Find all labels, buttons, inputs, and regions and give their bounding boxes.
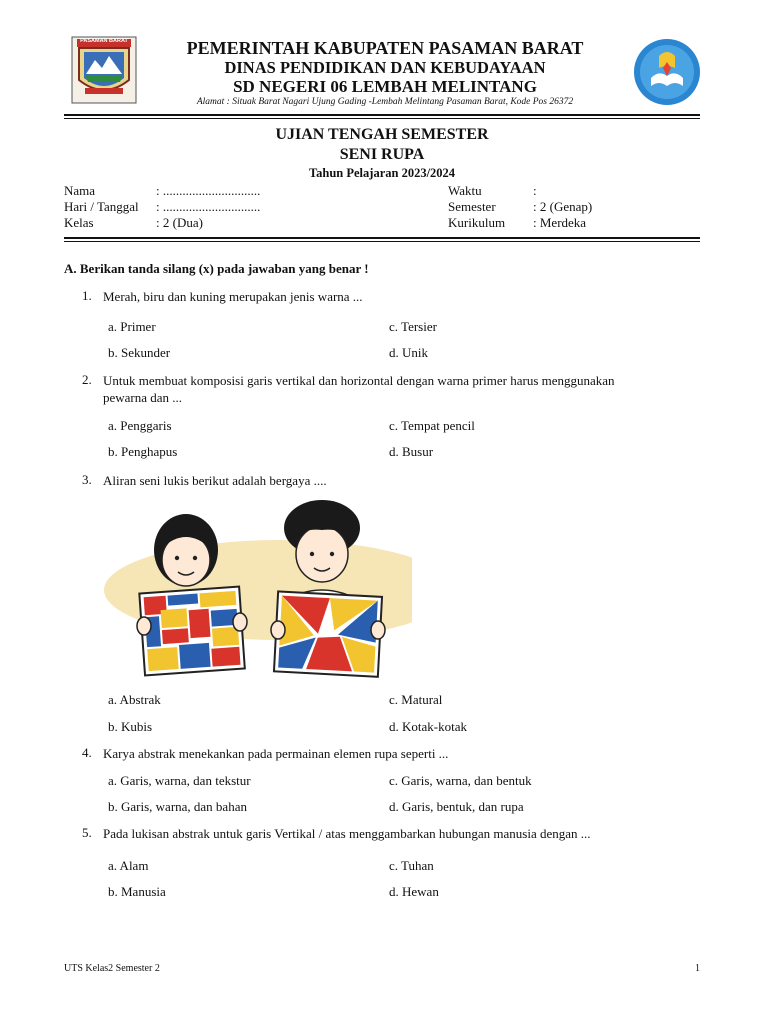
question-5-option-d[interactable]: d. Hewan <box>389 884 439 899</box>
nama-label: Nama <box>64 183 96 198</box>
question-4-option-c[interactable]: c. Garis, warna, dan bentuk <box>389 773 532 788</box>
kurikulum-value: : Merdeka <box>533 215 587 230</box>
waktu-label: Waktu <box>448 183 482 198</box>
kelas-label: Kelas <box>64 215 94 230</box>
kelas-value: : 2 (Dua) <box>156 215 203 230</box>
kop-line-2: DINAS PENDIDIKAN DAN KEBUDAYAAN <box>224 58 546 77</box>
kurikulum-label: Kurikulum <box>448 215 506 230</box>
kop-line-3: SD NEGERI 06 LEMBAH MELINTANG <box>233 77 537 96</box>
question-4-number: 4. <box>82 745 92 760</box>
question-5-text: Pada lukisan abstrak untuk garis Vertikal / atas menggambarkan hubungan manusia dengan ... <box>103 826 591 841</box>
question-2-text: Untuk membuat komposisi garis vertikal dan horizontal dengan warna primer harus menggunakan <box>103 373 615 388</box>
question-3-option-b[interactable]: b. Kubis <box>108 719 153 734</box>
exam-title: UJIAN TENGAH SEMESTER <box>275 126 489 143</box>
question-5-number: 5. <box>82 825 92 840</box>
question-2-option-d[interactable]: d. Busur <box>389 444 434 459</box>
question-2-number: 2. <box>82 372 92 387</box>
question-3-text: Aliran seni lukis berikut adalah bergaya .... <box>103 473 327 488</box>
question-1-option-b[interactable]: b. Sekunder <box>108 345 171 360</box>
footer-label: UTS Kelas2 Semester 2 <box>64 963 160 974</box>
kabupaten-logo-text: PASAMAN BARAT <box>80 38 128 44</box>
section-a-heading: A. Berikan tanda silang (x) pada jawaban yang benar ! <box>64 261 369 276</box>
question-5-option-c[interactable]: c. Tuhan <box>389 858 434 873</box>
question-3-option-d[interactable]: d. Kotak-kotak <box>389 719 467 734</box>
question-3-option-a[interactable]: a. Abstrak <box>108 692 161 707</box>
kabupaten-logo <box>71 36 137 104</box>
header-divider-thin <box>64 118 700 119</box>
tut-wuri-handayani-logo <box>633 38 701 106</box>
question-2-option-a[interactable]: a. Penggaris <box>108 418 172 433</box>
question-3-option-c[interactable]: c. Matural <box>389 692 443 707</box>
header-divider <box>64 114 700 116</box>
question-2-text-line-2: pewarna dan ... <box>103 390 183 405</box>
semester-label: Semester <box>448 199 496 214</box>
hari-value: : .............................. <box>156 199 261 214</box>
question-5-option-a[interactable]: a. Alam <box>108 858 149 873</box>
question-1-text: Merah, biru dan kuning merupakan jenis warna ... <box>103 289 363 304</box>
question-4-option-d[interactable]: d. Garis, bentuk, dan rupa <box>389 799 524 814</box>
question-2-option-b[interactable]: b. Penghapus <box>108 444 178 459</box>
exam-subject: SENI RUPA <box>339 146 425 163</box>
info-divider <box>64 237 700 239</box>
question-4-text: Karya abstrak menekankan pada permainan elemen rupa seperti ... <box>103 746 449 761</box>
question-1-number: 1. <box>82 288 92 303</box>
info-divider-thin <box>64 241 700 242</box>
abstract-painting-illustration <box>104 498 412 678</box>
question-3-number: 3. <box>82 472 92 487</box>
question-4-option-b[interactable]: b. Garis, warna, dan bahan <box>108 799 247 814</box>
page-number: 1 <box>695 963 700 974</box>
question-5-option-b[interactable]: b. Manusia <box>108 884 166 899</box>
question-2-option-c[interactable]: c. Tempat pencil <box>389 418 475 433</box>
nama-value: : .............................. <box>156 183 261 198</box>
kop-address: Alamat : Situak Barat Nagari Ujung Gading -Lembah Melintang Pasaman Barat, Kode Pos 26372 <box>196 97 574 107</box>
question-4-option-a[interactable]: a. Garis, warna, dan tekstur <box>108 773 251 788</box>
question-1-option-a[interactable]: a. Primer <box>108 319 156 334</box>
semester-value: : 2 (Genap) <box>533 199 593 214</box>
question-1-option-c[interactable]: c. Tersier <box>389 319 437 334</box>
waktu-value: : <box>533 183 537 198</box>
kop-line-1: PEMERINTAH KABUPATEN PASAMAN BARAT <box>186 38 584 58</box>
hari-label: Hari / Tanggal <box>64 199 139 214</box>
exam-year: Tahun Pelajaran 2023/2024 <box>308 166 456 180</box>
question-1-option-d[interactable]: d. Unik <box>389 345 428 360</box>
